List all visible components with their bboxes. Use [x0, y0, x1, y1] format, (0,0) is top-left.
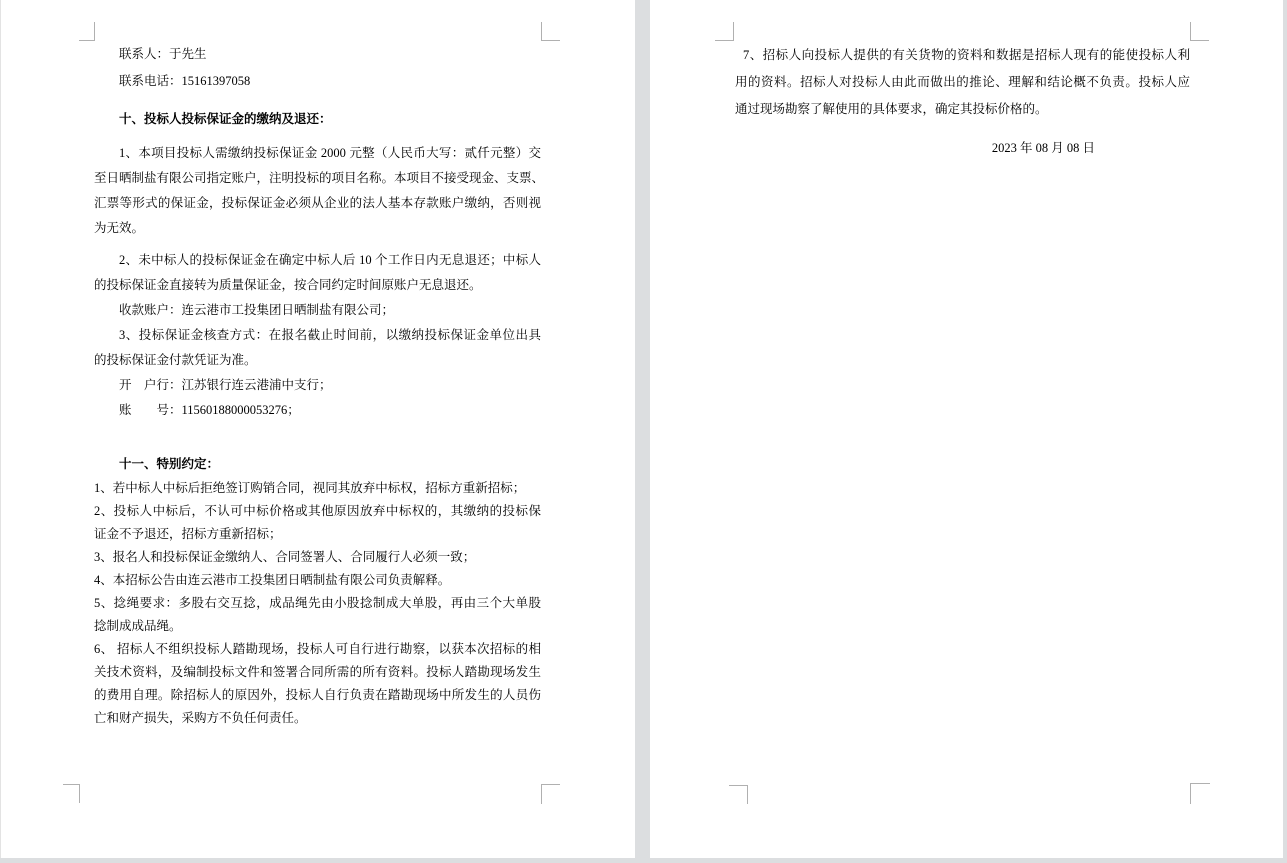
text-line[interactable]: 十一、特别约定：: [119, 457, 220, 471]
text-line[interactable]: 6、 招标人不组织投标人踏勘现场，投标人可自行进行勘察，以获本次招标的相: [94, 642, 541, 656]
text-line[interactable]: 关技术资料，及编制投标文件和签署合同所需的所有资料。投标人踏勘现场发生: [94, 665, 541, 679]
text-line[interactable]: 为无效。: [94, 221, 145, 235]
paragraph-sec10-account[interactable]: [94, 398, 541, 423]
text-line[interactable]: 联系人：于先生: [119, 47, 207, 61]
paragraph-sec10-item2[interactable]: [94, 248, 541, 298]
paragraph-sec11-item6[interactable]: [94, 638, 541, 730]
text-line[interactable]: 证金不予退还，招标方重新招标；: [94, 527, 282, 541]
paragraph-heading-11[interactable]: [94, 452, 541, 477]
paragraph-sec10-item1[interactable]: [94, 141, 545, 241]
paragraph-sec10-bank[interactable]: [94, 373, 541, 398]
text-line[interactable]: 4、本招标公告由连云港市工投集团日晒制盐有限公司负责解释。: [94, 573, 451, 587]
paragraph-sec10-item3[interactable]: [94, 323, 541, 373]
margin-corner-mark-bottom-right: [541, 784, 560, 804]
text-line[interactable]: 十、投标人投标保证金的缴纳及退还：: [119, 112, 332, 126]
paragraph-sec11-item3[interactable]: [94, 546, 541, 569]
paragraph-sec11-item5[interactable]: [94, 592, 541, 638]
margin-corner-mark-bottom-left: [729, 785, 748, 804]
paragraph-heading-10[interactable]: [94, 107, 541, 132]
text-line[interactable]: 捻制成成品绳。: [94, 619, 182, 633]
text-line[interactable]: 通过现场勘察了解使用的具体要求，确定其投标价格的。: [735, 102, 1048, 116]
text-line[interactable]: 2023 年 08 月 08 日: [991, 141, 1095, 155]
margin-corner-mark-bottom-right: [1190, 783, 1210, 804]
paragraph-sec11-item7[interactable]: [735, 42, 1190, 123]
page-1-text-area[interactable]: [94, 0, 545, 730]
paragraph-sec11-item1[interactable]: [94, 477, 541, 500]
text-line[interactable]: 2、投标人中标后，不认可中标价格或其他原因放弃中标权的，其缴纳的投标保: [94, 504, 541, 518]
text-line[interactable]: 收款账户：连云港市工投集团日晒制盐有限公司；: [119, 303, 395, 317]
page-2-text-area[interactable]: [735, 0, 1190, 162]
text-line[interactable]: 3、投标保证金核查方式：在报名截止时间前，以缴纳投标保证金单位出具: [119, 328, 541, 342]
text-line[interactable]: 7、招标人向投标人提供的有关货物的资料和数据是招标人现有的能使投标人利: [743, 48, 1190, 62]
margin-corner-mark-top-left: [715, 22, 734, 41]
text-line[interactable]: 2、未中标人的投标保证金在确定中标人后 10 个工作日内无息退还；中标人: [119, 253, 541, 267]
text-line[interactable]: 3、报名人和投标保证金缴纳人、合同签署人、合同履行人必须一致；: [94, 550, 476, 564]
text-line[interactable]: 账 号：11560188000053276；: [119, 403, 300, 417]
text-line[interactable]: 亡和财产损失，采购方不负任何责任。: [94, 711, 307, 725]
text-line[interactable]: 至日晒制盐有限公司指定账户，注明投标的项目名称。本项目不接受现金、支票、: [94, 171, 545, 185]
text-line[interactable]: 开 户行：江苏银行连云港浦中支行；: [119, 378, 332, 392]
margin-corner-mark-bottom-left: [63, 784, 80, 803]
text-line[interactable]: 汇票等形式的保证金，投标保证金必须从企业的法人基本存款账户缴纳，否则视: [94, 196, 541, 210]
text-line[interactable]: 的投标保证金付款凭证为准。: [94, 353, 257, 367]
text-line[interactable]: 联系电话：15161397058: [119, 74, 251, 88]
text-line[interactable]: 用的资料。招标人对投标人由此而做出的推论、理解和结论概不负责。投标人应: [735, 75, 1190, 89]
paragraph-contact-phone[interactable]: [94, 69, 541, 94]
text-line[interactable]: 1、本项目投标人需缴纳投标保证金 2000 元整（人民币大写：贰仟元整）交: [119, 146, 541, 160]
page-2[interactable]: [650, 0, 1283, 858]
margin-corner-mark-top-right: [541, 22, 560, 41]
paragraph-sec11-item4[interactable]: [94, 569, 541, 592]
text-line[interactable]: 5、捻绳要求：多股右交互捻，成品绳先由小股捻制成大单股，再由三个大单股: [94, 596, 541, 610]
page-1[interactable]: [0, 0, 635, 858]
text-line[interactable]: 的费用自理。除招标人的原因外，投标人自行负责在踏勘现场中所发生的人员伤: [94, 688, 541, 702]
paragraph-doc-date[interactable]: [735, 135, 1095, 162]
margin-corner-mark-top-right: [1190, 22, 1209, 41]
paragraph-sec10-payee[interactable]: [94, 298, 541, 323]
margin-corner-mark-top-left: [79, 22, 95, 41]
text-line[interactable]: 1、若中标人中标后拒绝签订购销合同，视同其放弃中标权，招标方重新招标；: [94, 481, 526, 495]
text-line[interactable]: 的投标保证金直接转为质量保证金，按合同约定时间原账户无息退还。: [94, 278, 482, 292]
paragraph-sec11-item2[interactable]: [94, 500, 541, 546]
paragraph-contact-person[interactable]: [94, 42, 541, 67]
